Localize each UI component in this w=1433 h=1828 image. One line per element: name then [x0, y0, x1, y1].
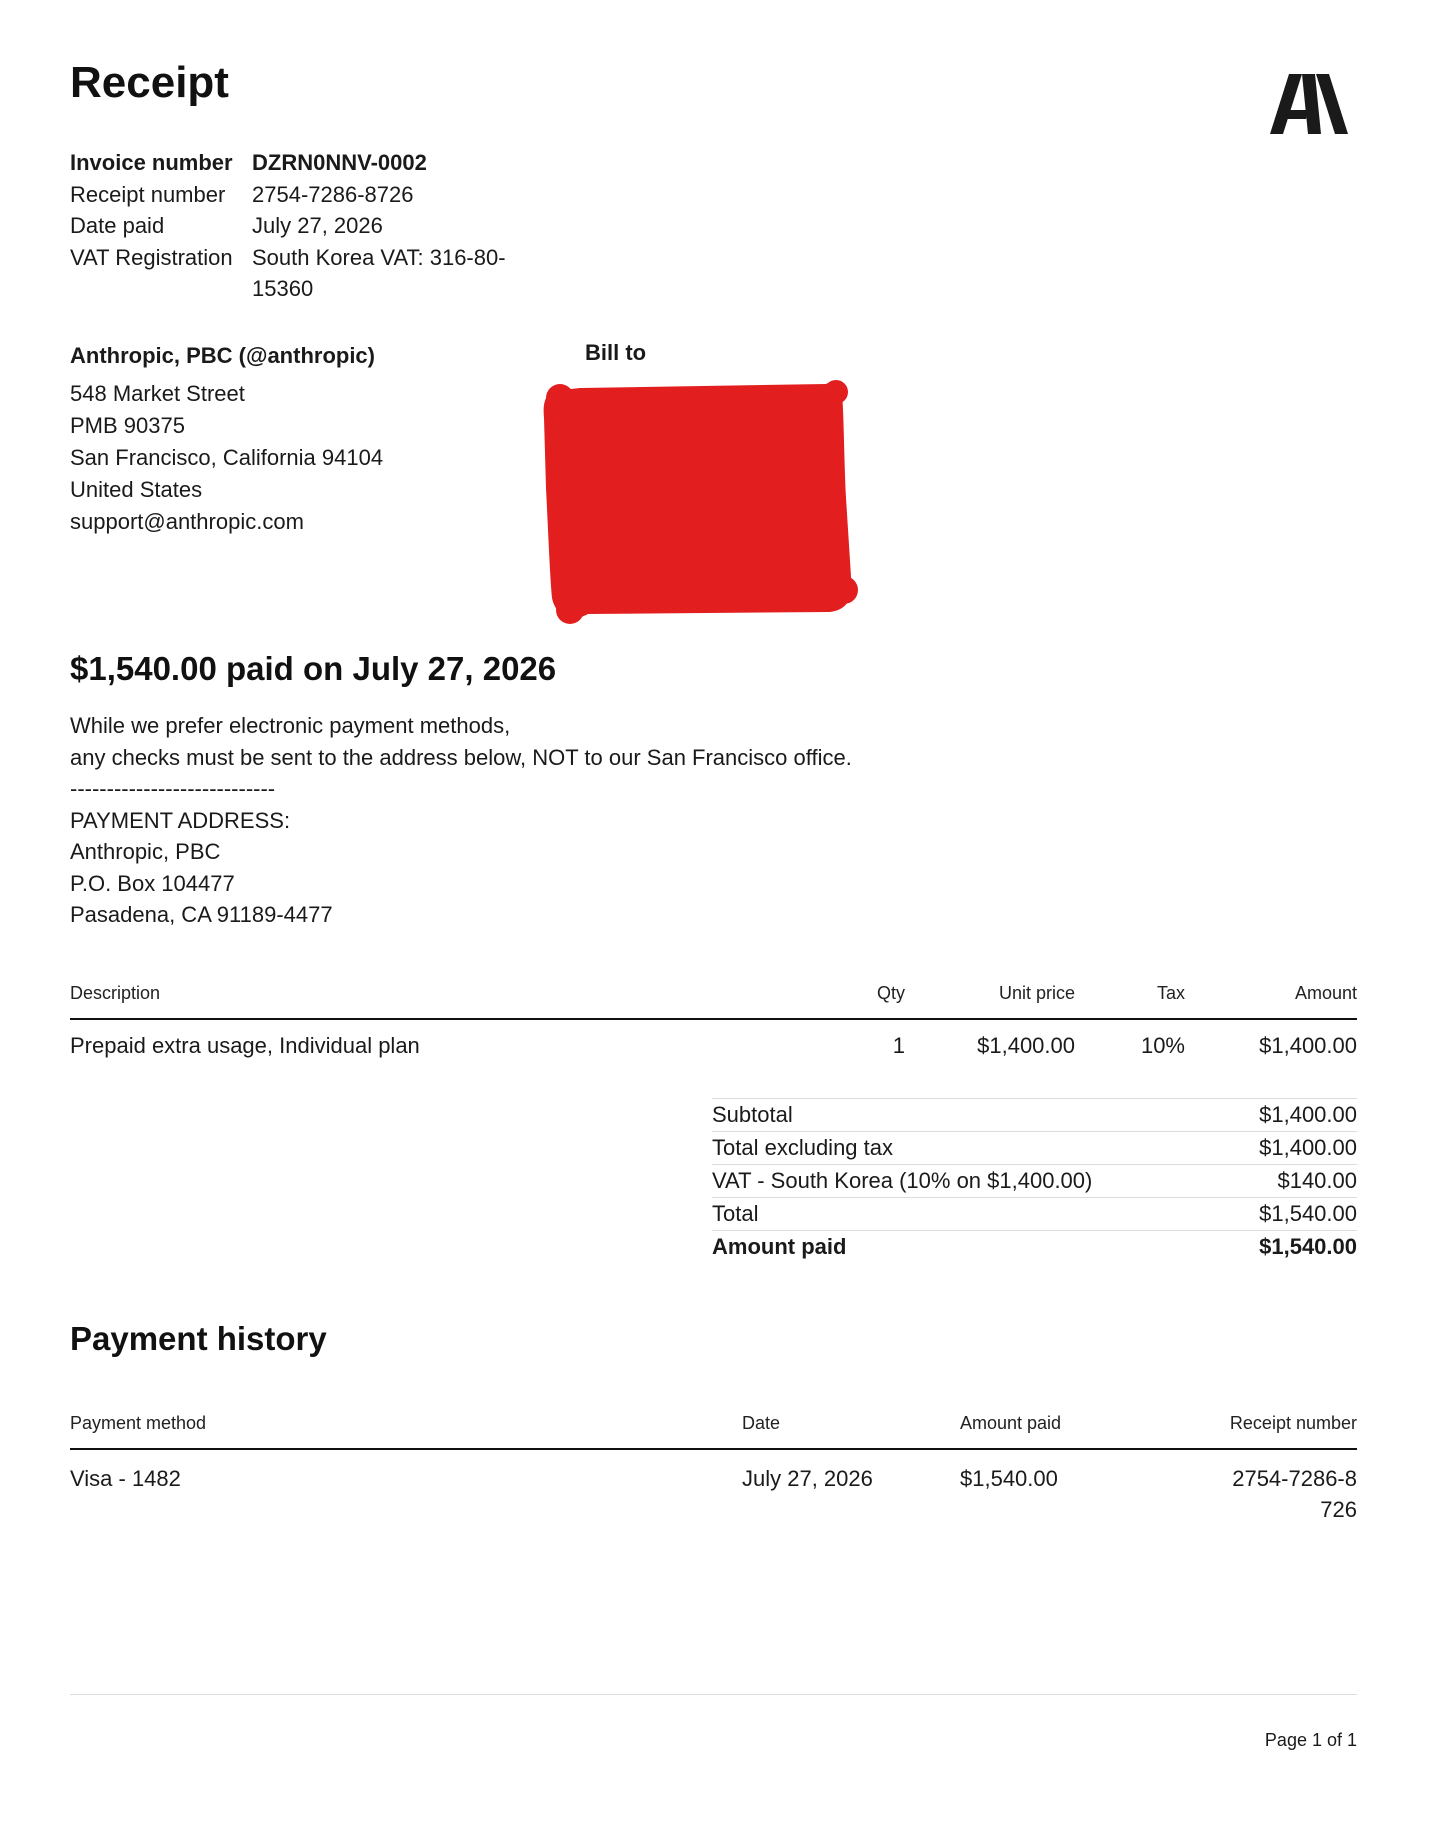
- item-qty: 1: [892, 1033, 905, 1058]
- table-row: [70, 1449, 1357, 1525]
- totals-value: $1,400.00: [1225, 1099, 1357, 1132]
- table-row: [70, 1019, 1357, 1059]
- receipt-number-text: 2754-7286-8726: [1232, 1466, 1357, 1522]
- meta-row-date-paid: [70, 210, 542, 242]
- totals-value: $140.00: [1225, 1165, 1357, 1198]
- meta-value: South Korea VAT: 316-80-15360: [252, 244, 506, 301]
- amount-paid-heading: $1,540.00 paid on July 27, 2026: [70, 650, 557, 687]
- seller-address-line: PMB 90375: [70, 413, 185, 438]
- item-amount: $1,400.00: [1259, 1033, 1357, 1058]
- seller-email[interactable]: support@anthropic.com: [70, 509, 304, 534]
- meta-row-invoice: [70, 147, 542, 179]
- payment-notes: [70, 710, 1070, 931]
- receipt-meta: [70, 147, 542, 305]
- payment-history-table: [70, 1413, 1357, 1525]
- note-line: Anthropic, PBC: [70, 839, 221, 864]
- column-header-qty: Qty: [790, 983, 905, 1019]
- column-header-receipt-number: Receipt number: [1180, 1413, 1357, 1449]
- totals-value: $1,540.00: [1259, 1234, 1357, 1259]
- totals-row: [712, 1165, 1357, 1198]
- column-header-amount: Amount: [1185, 983, 1357, 1019]
- item-unit-price: $1,400.00: [977, 1033, 1075, 1058]
- item-description: Prepaid extra usage, Individual plan: [70, 1033, 420, 1058]
- table-header-row: [70, 1413, 1357, 1449]
- totals-value: $1,400.00: [1225, 1132, 1357, 1165]
- totals-value: $1,540.00: [1225, 1198, 1357, 1231]
- meta-value: July 27, 2026: [252, 213, 383, 238]
- line-items-table: [70, 983, 1357, 1059]
- totals-label: Subtotal: [712, 1099, 1225, 1132]
- payment-method: Visa - 1482: [70, 1466, 181, 1491]
- note-line: any checks must be sent to the address below, NOT to our San Francisco office.: [70, 744, 852, 770]
- note-divider: ----------------------------: [70, 776, 276, 801]
- note-line: While we prefer electronic payment methods,: [70, 713, 511, 738]
- meta-label: Invoice number: [70, 150, 233, 175]
- meta-row-receipt: [70, 179, 542, 211]
- item-tax: 10%: [1140, 1033, 1185, 1058]
- seller-address: [70, 340, 530, 538]
- totals-label: VAT - South Korea (10% on $1,400.00): [712, 1165, 1225, 1198]
- table-header-row: [70, 983, 1357, 1019]
- seller-address-line: 548 Market Street: [70, 381, 245, 406]
- anthropic-logo-icon: [1270, 74, 1350, 134]
- totals-row: [712, 1132, 1357, 1165]
- totals-row-amount-paid: [712, 1231, 1357, 1264]
- seller-name: Anthropic, PBC (@anthropic): [70, 343, 375, 368]
- meta-label: Date paid: [70, 213, 165, 238]
- totals-table: [712, 1098, 1357, 1263]
- meta-value: 2754-7286-8726: [252, 181, 414, 207]
- redaction-mark: [540, 378, 860, 624]
- payment-amount: $1,540.00: [960, 1466, 1058, 1491]
- totals-row: [712, 1198, 1357, 1231]
- column-header-description: Description: [70, 983, 790, 1019]
- footer-divider: [70, 1694, 1357, 1695]
- totals-row: [712, 1099, 1357, 1132]
- payment-date: July 27, 2026: [742, 1466, 873, 1491]
- seller-address-line: San Francisco, California 94104: [70, 445, 384, 470]
- note-line: Pasadena, CA 91189-4477: [70, 902, 333, 927]
- page-number: Page 1 of 1: [1264, 1730, 1357, 1750]
- column-header-payment-method: Payment method: [70, 1413, 742, 1449]
- meta-row-vat: [70, 242, 542, 305]
- payment-history-heading: Payment history: [70, 1320, 327, 1357]
- column-header-unit-price: Unit price: [905, 983, 1075, 1019]
- totals-label: Total: [712, 1198, 1225, 1231]
- meta-value: DZRN0NNV-0002: [252, 150, 427, 175]
- column-header-date: Date: [742, 1413, 960, 1449]
- payment-receipt-number: [1180, 1449, 1357, 1525]
- meta-label: Receipt number: [70, 181, 226, 207]
- page-title: Receipt: [70, 58, 229, 107]
- totals-label: Amount paid: [712, 1234, 847, 1259]
- column-header-amount-paid: Amount paid: [960, 1413, 1180, 1449]
- bill-to-label: Bill to: [585, 340, 647, 365]
- meta-label: VAT Registration: [70, 244, 233, 270]
- seller-address-line: United States: [70, 477, 203, 502]
- note-line: P.O. Box 104477: [70, 870, 235, 896]
- column-header-tax: Tax: [1075, 983, 1185, 1019]
- totals-label: Total excluding tax: [712, 1132, 1225, 1165]
- note-line: PAYMENT ADDRESS:: [70, 807, 291, 833]
